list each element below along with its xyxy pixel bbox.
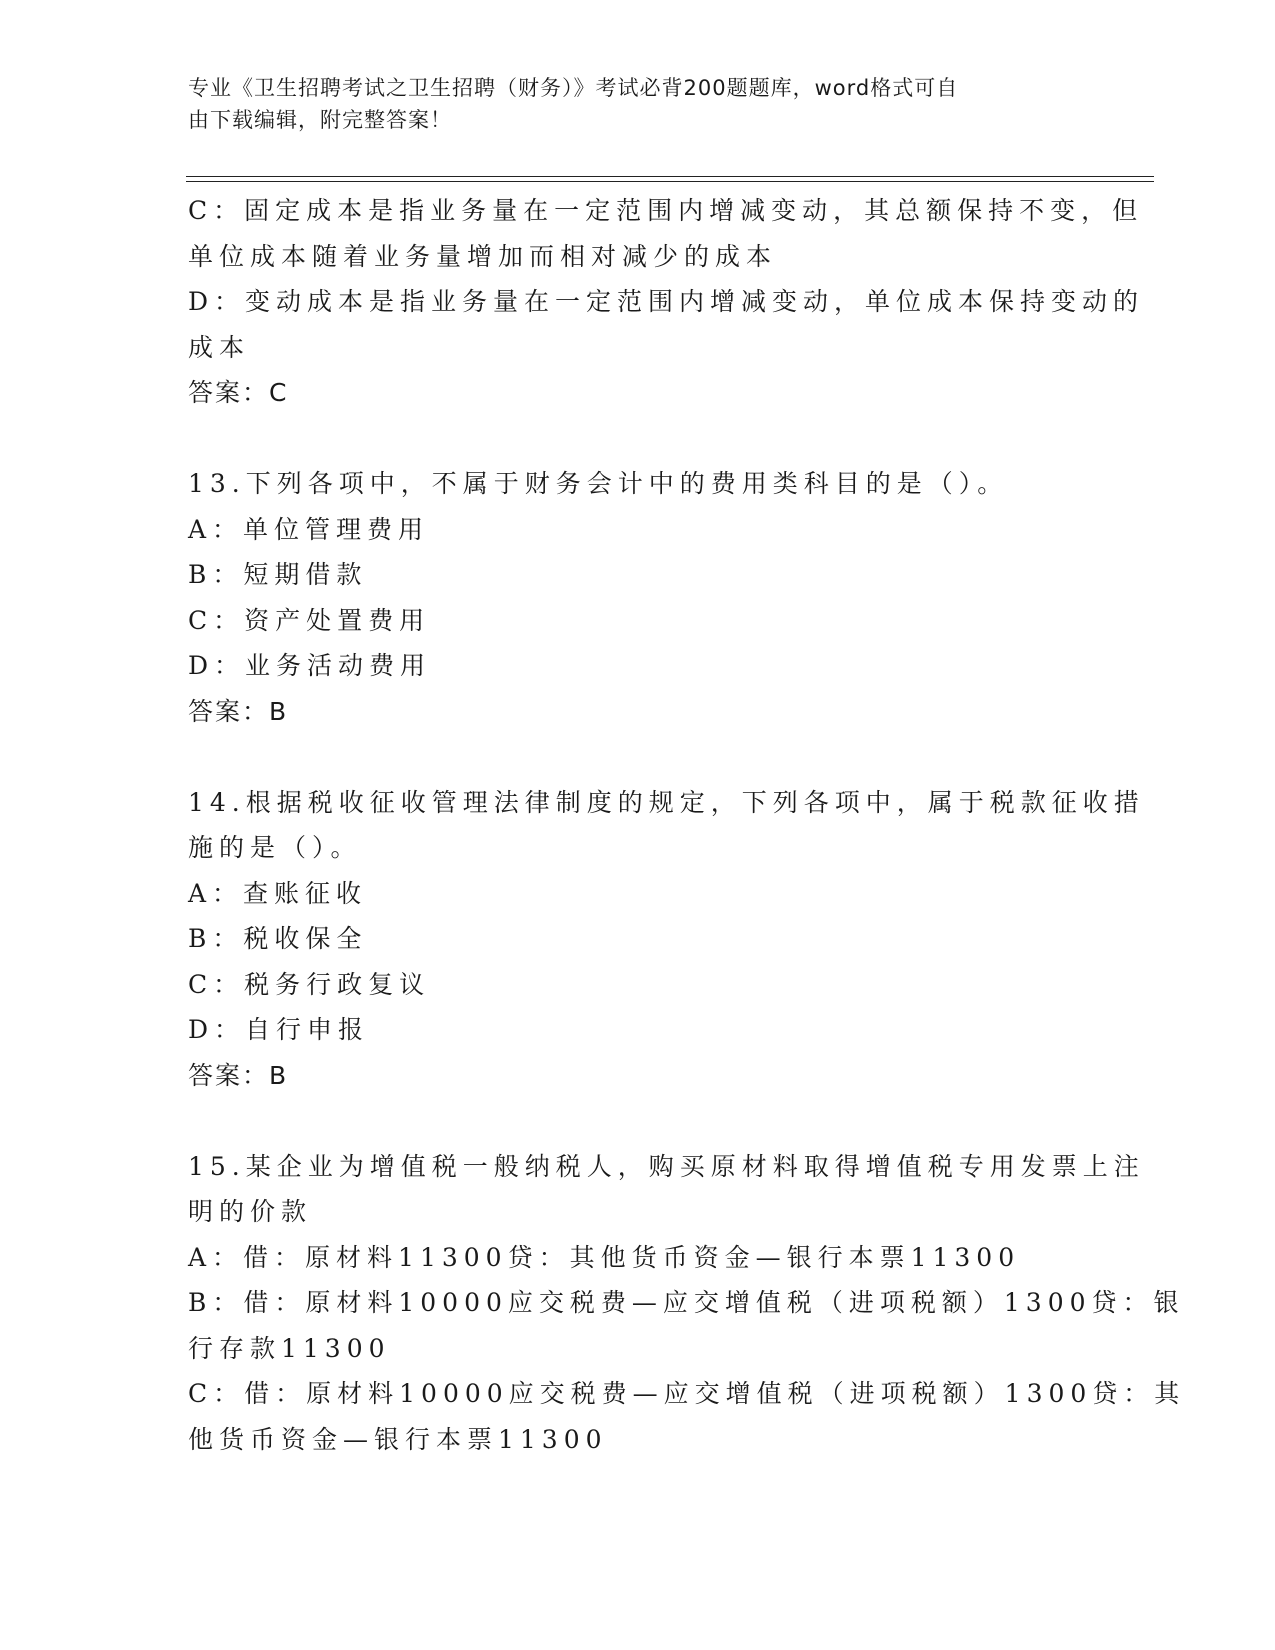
option-d-line-1: D：变动成本是指业务量在一定范围内增减变动，单位成本保持变动的 xyxy=(188,287,1145,316)
question-15-option-a: A：借：原材料11300贷：其他货币资金—银行本票11300 xyxy=(188,1242,1021,1272)
question-14-option-b: B：税收保全 xyxy=(188,924,368,953)
question-14 xyxy=(188,780,1145,1099)
question-15-stem-line-1: 15.某企业为增值税一般纳税人，购买原材料取得增值税专用发票上注 xyxy=(188,1151,1145,1181)
header-rule-top xyxy=(186,176,1154,177)
question-15 xyxy=(188,1144,1186,1463)
header-line-1: 专业《卫生招聘考试之卫生招聘（财务）》考试必背200题题库，word格式可自 xyxy=(188,76,959,100)
question-15-option-c-line-1: C：借：原材料10000应交税费—应交增值税（进项税额）1300贷：其 xyxy=(188,1379,1186,1408)
option-c-line-2: 单位成本随着业务量增加而相对减少的成本 xyxy=(188,241,778,271)
question-14-stem-line-2: 施的是（）。 xyxy=(188,833,362,862)
answer-13: 答案：B xyxy=(188,696,289,726)
question-15-option-b-line-1: B：借：原材料10000应交税费—应交增值税（进项税额）1300贷：银 xyxy=(188,1288,1185,1317)
question-15-stem-line-2: 明的价款 xyxy=(188,1197,313,1226)
option-d-line-2: 成本 xyxy=(188,332,251,362)
spacer xyxy=(188,1098,1088,1144)
question-13-option-c: C：资产处置费用 xyxy=(188,605,431,635)
question-13-option-b: B：短期借款 xyxy=(188,560,368,589)
answer-14: 答案：B xyxy=(188,1060,289,1090)
question-14-option-a: A：查账征收 xyxy=(188,878,368,908)
option-c-line-1: C：固定成本是指业务量在一定范围内增减变动，其总额保持不变，但 xyxy=(188,196,1144,225)
header-rule-bottom xyxy=(186,181,1154,182)
document-header xyxy=(188,72,1068,136)
question-13-option-d: D：业务活动费用 xyxy=(188,651,432,680)
question-14-option-d: D：自行申报 xyxy=(188,1015,370,1044)
question-15-option-b-line-2: 行存款11300 xyxy=(188,1333,391,1363)
spacer xyxy=(188,416,1088,462)
question-content xyxy=(188,188,1186,1462)
question-14-stem-line-1: 14.根据税收征收管理法律制度的规定，下列各项中，属于税款征收措 xyxy=(188,787,1145,817)
question-15-option-c-line-2: 他货币资金—银行本票11300 xyxy=(188,1424,608,1454)
question-13-option-a: A：单位管理费用 xyxy=(188,514,430,544)
question-13-stem: 13.下列各项中，不属于财务会计中的费用类科目的是（）。 xyxy=(188,469,1009,498)
spacer xyxy=(188,734,1088,780)
question-13 xyxy=(188,461,1088,734)
answer-12: 答案：C xyxy=(188,378,289,407)
header-line-2: 由下载编辑，附完整答案！ xyxy=(188,108,452,132)
question-12-continued xyxy=(188,188,1145,416)
question-14-option-c: C：税务行政复议 xyxy=(188,969,431,999)
